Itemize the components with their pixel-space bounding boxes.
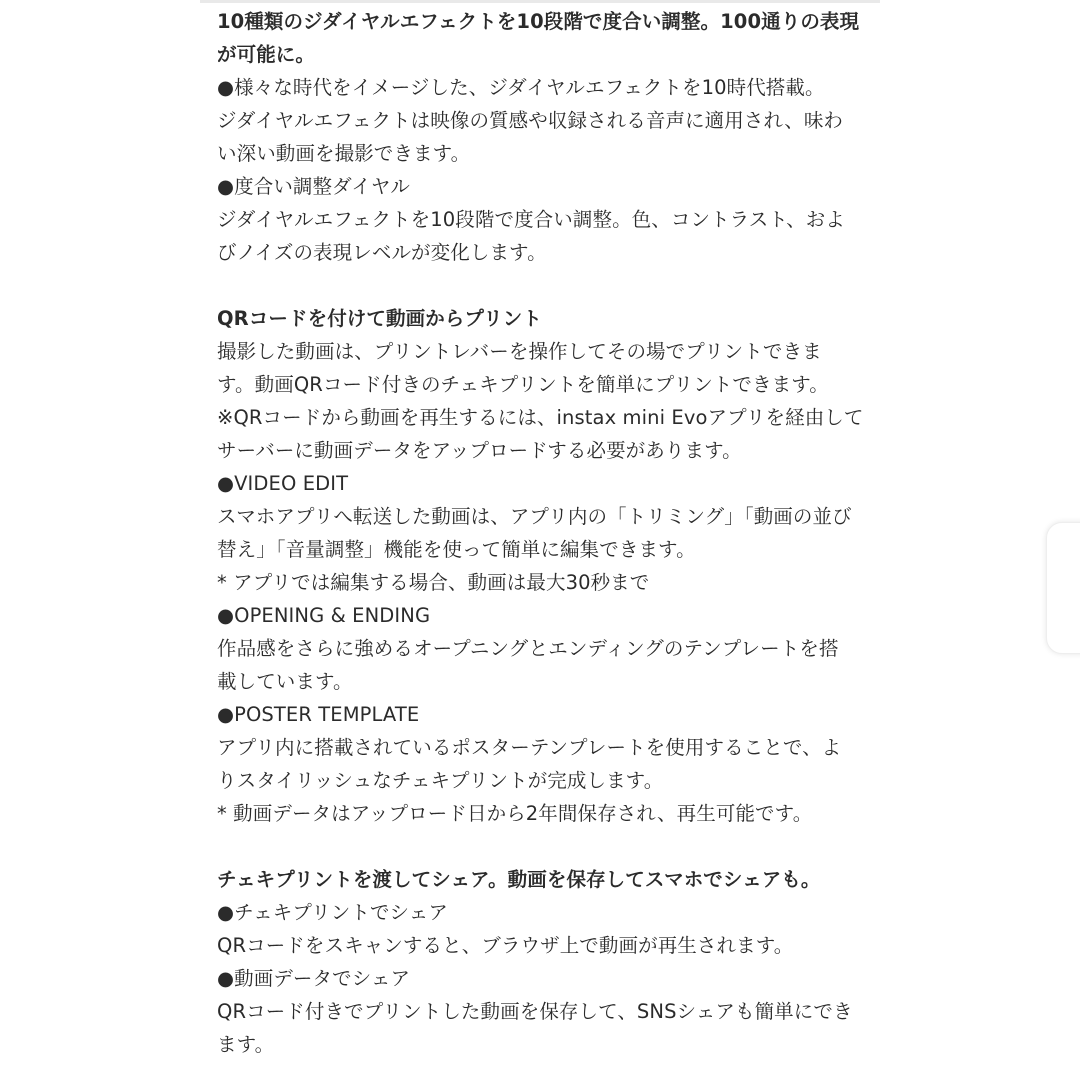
section-heading-line: チェキプリントを渡してシェア。動画を保存してスマホでシェアも。 [217,868,821,891]
body-line: ●動画データでシェア [217,967,411,990]
body-line: * アプリでは編集する場合、動画は最大30秒まで [217,571,650,594]
body-line: QRコードをスキャンすると、ブラウザ上で動画が再生されます。 [217,934,794,957]
body-line: ジダイヤルエフェクトを10段階で度合い調整。色、コントラスト、およ [217,208,845,231]
body-line: ●OPENING & ENDING [217,604,431,627]
body-line: サーバーに動画データをアップロードする必要があります。 [217,439,742,462]
body-line: * 動画データはアップロード日から2年間保存され、再生可能です。 [217,802,813,825]
body-line: ●様々な時代をイメージした、ジダイヤルエフェクトを10時代搭載。 [217,76,825,99]
body-line: びノイズの表現レベルが変化します。 [217,241,547,264]
body-line: す。動画QRコード付きのチェキプリントを簡単にプリントできます。 [217,373,829,396]
section-dial-effect [217,5,877,269]
section-qr-print [217,302,877,830]
section-heading-line: 10種類のジダイヤルエフェクトを10段階で度合い調整。100通りの表現 [217,10,860,33]
body-line: 撮影した動画は、プリントレバーを操作してその場でプリントできま [217,340,822,363]
body-line: アプリ内に搭載されているポスターテンプレートを使用することで、よ [217,736,842,759]
body-line: ●度合い調整ダイヤル [217,175,410,198]
body-line: ます。 [217,1033,275,1056]
body-line: 載しています。 [217,670,353,693]
side-scroll-handle[interactable] [1046,522,1080,654]
body-line: りスタイリッシュなチェキプリントが完成します。 [217,769,664,792]
section-heading-line: が可能に。 [217,43,316,66]
body-line: ●チェキプリントでシェア [217,901,448,924]
body-line: 作品感をさらに強めるオープニングとエンディングのテンプレートを搭 [217,637,839,660]
body-line: ●VIDEO EDIT [217,472,349,495]
section-heading-line: QRコードを付けて動画からプリント [217,307,543,330]
body-line: い深い動画を撮影できます。 [217,142,471,165]
section-share [217,863,877,1061]
body-line: 替え」「音量調整」機能を使って簡単に編集できます。 [217,538,696,561]
body-line: ※QRコードから動画を再生するには、instax mini Evoアプリを経由して [217,406,864,429]
product-description [217,5,877,1061]
top-divider [200,0,880,3]
body-line: ●POSTER TEMPLATE [217,703,420,726]
body-line: ジダイヤルエフェクトは映像の質感や収録される音声に適用され、味わ [217,109,844,132]
paragraph-spacer [217,269,877,302]
body-line: スマホアプリへ転送した動画は、アプリ内の「トリミング」「動画の並び [217,505,852,528]
paragraph-spacer [217,830,877,863]
body-line: QRコード付きでプリントした動画を保存して、SNSシェアも簡単にでき [217,1000,853,1023]
